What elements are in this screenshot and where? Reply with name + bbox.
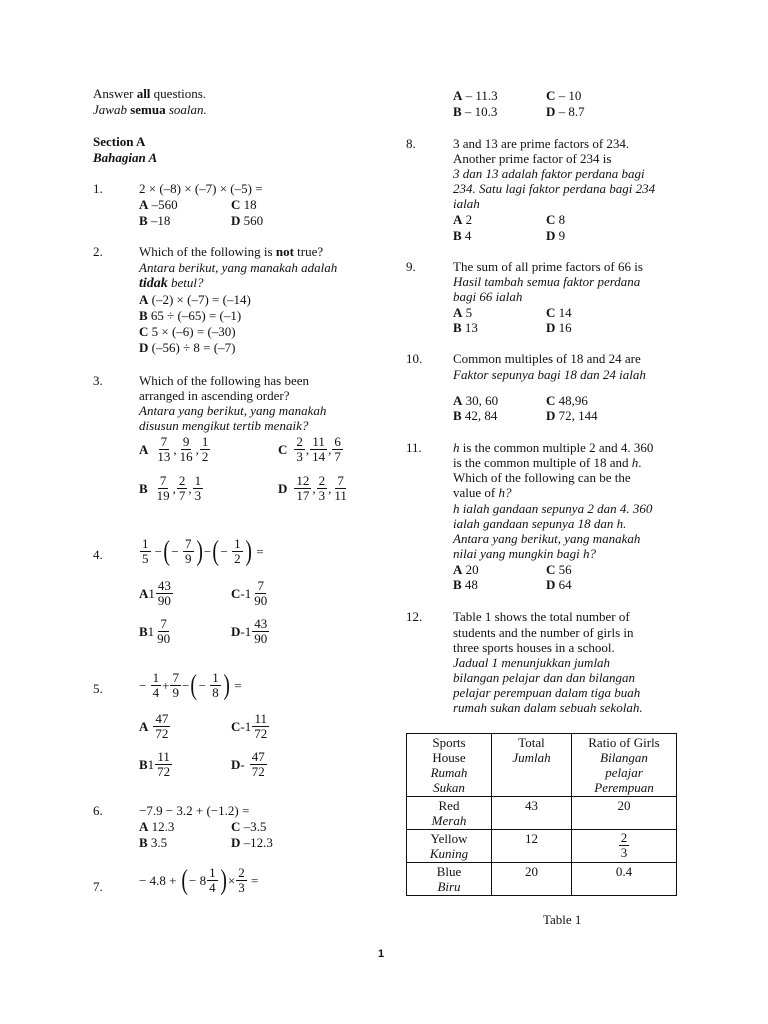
option-a[interactable]: A 1 $\frac{43}{90}$ xyxy=(139,578,171,608)
question-number: 3. xyxy=(93,373,103,388)
option-c[interactable]: C –3.5 xyxy=(231,819,267,834)
option-d[interactable]: D 64 xyxy=(546,577,572,592)
question-stem-ms: rumah sukan dalam sebuah sekolah. xyxy=(453,700,643,715)
option-c[interactable]: C 56 xyxy=(546,562,572,577)
option-b[interactable]: B 65 ÷ (–65) = (–1) xyxy=(139,308,242,323)
option-c[interactable]: C -1 $\frac{11}{72}$ xyxy=(231,711,268,741)
option-b[interactable]: B 3.5 xyxy=(139,835,168,850)
option-a[interactable]: A $\frac{7}{13}$ , $\frac{9}{16}$ , $\frac{1}{2}$ xyxy=(139,434,209,464)
option-a[interactable]: A –560 xyxy=(139,197,178,212)
option-c[interactable]: C -1 $\frac{7}{90}$ xyxy=(231,578,268,608)
option-a[interactable]: A 5 xyxy=(453,305,473,320)
option-c[interactable]: C 14 xyxy=(546,305,572,320)
question-stem: 2 × (–8) × (–7) × (–5) = xyxy=(139,181,263,196)
question-expression: − $\frac{1}{4}$ + $\frac{7}{9}$ − ( − $\frac{1}{8}$ ) = xyxy=(139,669,242,701)
option-c[interactable]: C – 10 xyxy=(546,88,582,103)
option-d[interactable]: D $\frac{12}{17}$ , $\frac{2}{3}$ , $\frac{7}{11}$ xyxy=(278,473,347,503)
option-b[interactable]: B 4 xyxy=(453,228,472,243)
question-number: 10. xyxy=(406,351,423,366)
option-a[interactable]: A 2 xyxy=(453,212,473,227)
table-cell: Yellow Kuning xyxy=(407,830,492,863)
option-b[interactable]: B 1 $\frac{11}{72}$ xyxy=(139,749,171,779)
question-number: 11. xyxy=(406,440,422,455)
table-cell: Red Merah xyxy=(407,797,492,830)
question-stem: Which of the following can be the xyxy=(453,470,631,485)
question-stem: is the common multiple of 18 and h. xyxy=(453,455,642,470)
option-a[interactable]: A (–2) × (–7) = (–14) xyxy=(139,292,251,307)
option-d[interactable]: D – 8.7 xyxy=(546,104,585,119)
table-cell: $\frac{2}{3}$ xyxy=(572,830,677,863)
option-c[interactable]: C 5 × (–6) = (–30) xyxy=(139,324,236,339)
table-row xyxy=(407,863,677,896)
question-stem: three sports houses in a school. xyxy=(453,640,615,655)
table-cell: 12 xyxy=(492,830,572,863)
table-cell: 43 xyxy=(492,797,572,830)
table-caption: Table 1 xyxy=(543,912,582,927)
table-header-cell: Total Jumlah xyxy=(492,734,572,797)
option-c[interactable]: C 18 xyxy=(231,197,257,212)
table-cell: 20 xyxy=(492,863,572,896)
question-stem: students and the number of girls in xyxy=(453,625,634,640)
question-stem: arranged in ascending order? xyxy=(139,388,290,403)
question-stem-ms: h ialah gandaan sepunya 2 dan 4. 360 xyxy=(453,501,653,516)
option-d[interactable]: D -1 $\frac{43}{90}$ xyxy=(231,616,268,646)
question-stem: Which of the following has been xyxy=(139,373,310,388)
question-stem-ms: Antara berikut, yang manakah adalah xyxy=(139,260,338,275)
question-expression: $\frac{1}{5}$ − ( − $\frac{7}{9}$ ) − ( − $\frac{1}{2}$ ) = xyxy=(142,535,264,567)
table-cell: 20 xyxy=(572,797,677,830)
question-stem: 3 and 13 are prime factors of 234. xyxy=(453,136,630,151)
question-stem: −7.9 − 3.2 + (−1.2) = xyxy=(139,803,250,818)
question-number: 7. xyxy=(93,879,103,894)
page-number: 1 xyxy=(378,948,385,960)
question-stem-ms: Antara yang berikut, yang manakah xyxy=(139,403,327,418)
question-stem-ms: 3 dan 13 adalah faktor perdana bagi xyxy=(453,166,645,181)
question-number: 2. xyxy=(93,244,103,259)
question-stem: Table 1 shows the total number of xyxy=(453,609,630,624)
instruction-ms: Jawab semua soalan. xyxy=(93,102,207,117)
question-stem-ms: 234. Satu lagi faktor perdana bagi 234 xyxy=(453,181,656,196)
question-stem-ms: bilangan pelajar dan dan bilangan xyxy=(453,670,635,685)
question-stem: Common multiples of 18 and 24 are xyxy=(453,351,641,366)
section-title: Section A xyxy=(93,134,146,149)
question-stem-ms: disusun mengikut tertib menaik? xyxy=(139,418,309,433)
question-number: 12. xyxy=(406,609,423,624)
data-table xyxy=(406,733,677,896)
option-d[interactable]: D –12.3 xyxy=(231,835,273,850)
question-stem-ms: Hasil tambah semua faktor perdana xyxy=(453,274,641,289)
option-b[interactable]: B 13 xyxy=(453,320,478,335)
question-stem-ms: bagi 66 ialah xyxy=(453,289,523,304)
question-number: 1. xyxy=(93,181,103,196)
question-stem: Which of the following is not true? xyxy=(139,244,324,259)
table-row xyxy=(407,830,677,863)
option-b[interactable]: B –18 xyxy=(139,213,171,228)
table-row xyxy=(407,797,677,830)
question-expression: − 4.8 + ( − 8 $\frac{1}{4}$ ) × $\frac{2}{3}$ = xyxy=(139,864,259,896)
table-cell: 0.4 xyxy=(572,863,677,896)
question-number: 4. xyxy=(93,547,103,562)
option-d[interactable]: D (–56) ÷ 8 = (–7) xyxy=(139,340,236,355)
question-stem-ms: pelajar perempuan dalam tiga buah xyxy=(453,685,641,700)
table-header-cell: Sports House Rumah Sukan xyxy=(407,734,492,797)
option-b[interactable]: B 48 xyxy=(453,577,478,592)
question-number: 9. xyxy=(406,259,416,274)
option-a[interactable]: A $\frac{47}{72}$ xyxy=(139,711,169,741)
option-b[interactable]: B 1 $\frac{7}{90}$ xyxy=(139,616,171,646)
option-d[interactable]: D 16 xyxy=(546,320,572,335)
question-stem-ms: Antara yang berikut, yang manakah xyxy=(453,531,641,546)
option-a[interactable]: A 20 xyxy=(453,562,479,577)
option-d[interactable]: D 9 xyxy=(546,228,566,243)
question-stem: h is the common multiple 2 and 4. 360 xyxy=(453,440,654,455)
option-b[interactable]: B 42, 84 xyxy=(453,408,498,423)
option-d[interactable]: D 560 xyxy=(231,213,264,228)
option-d[interactable]: D - $\frac{47}{72}$ xyxy=(231,749,265,779)
option-b[interactable]: B – 10.3 xyxy=(453,104,498,119)
instruction-en: Answer all questions. xyxy=(93,86,207,101)
option-b[interactable]: B $\frac{7}{19}$ , $\frac{2}{7}$ , $\frac{1}{3}$ xyxy=(139,473,202,503)
section-title-ms: Bahagian A xyxy=(93,150,158,165)
table-cell: Blue Biru xyxy=(407,863,492,896)
question-number: 6. xyxy=(93,803,103,818)
option-a[interactable]: A – 11.3 xyxy=(453,88,498,103)
question-stem-ms: Faktor sepunya bagi 18 dan 24 ialah xyxy=(453,367,646,382)
question-number: 8. xyxy=(406,136,416,151)
question-stem-ms: tidak betul? xyxy=(139,275,204,291)
option-d[interactable]: D 72, 144 xyxy=(546,408,598,423)
question-stem-ms: Jadual 1 menunjukkan jumlah xyxy=(453,655,611,670)
question-stem: The sum of all prime factors of 66 is xyxy=(453,259,643,274)
question-number: 5. xyxy=(93,681,103,696)
table-header-cell: Ratio of Girls Bilangan pelajar Perempuan xyxy=(572,734,677,797)
option-c[interactable]: C $\frac{2}{3}$ , $\frac{11}{14}$ , $\frac{6}{7}$ xyxy=(278,434,341,464)
option-c[interactable]: C 8 xyxy=(546,212,566,227)
question-stem: Another prime factor of 234 is xyxy=(453,151,612,166)
option-c[interactable]: C 48,96 xyxy=(546,393,588,408)
question-stem-ms: ialah gandaan sepunya 18 dan h. xyxy=(453,516,627,531)
question-stem-ms: ialah xyxy=(453,196,480,211)
option-a[interactable]: A 30, 60 xyxy=(453,393,499,408)
option-a[interactable]: A 12.3 xyxy=(139,819,175,834)
question-stem: value of h? xyxy=(453,485,512,500)
question-stem-ms: nilai yang mungkin bagi h? xyxy=(453,546,596,561)
table-header-row xyxy=(407,734,677,797)
